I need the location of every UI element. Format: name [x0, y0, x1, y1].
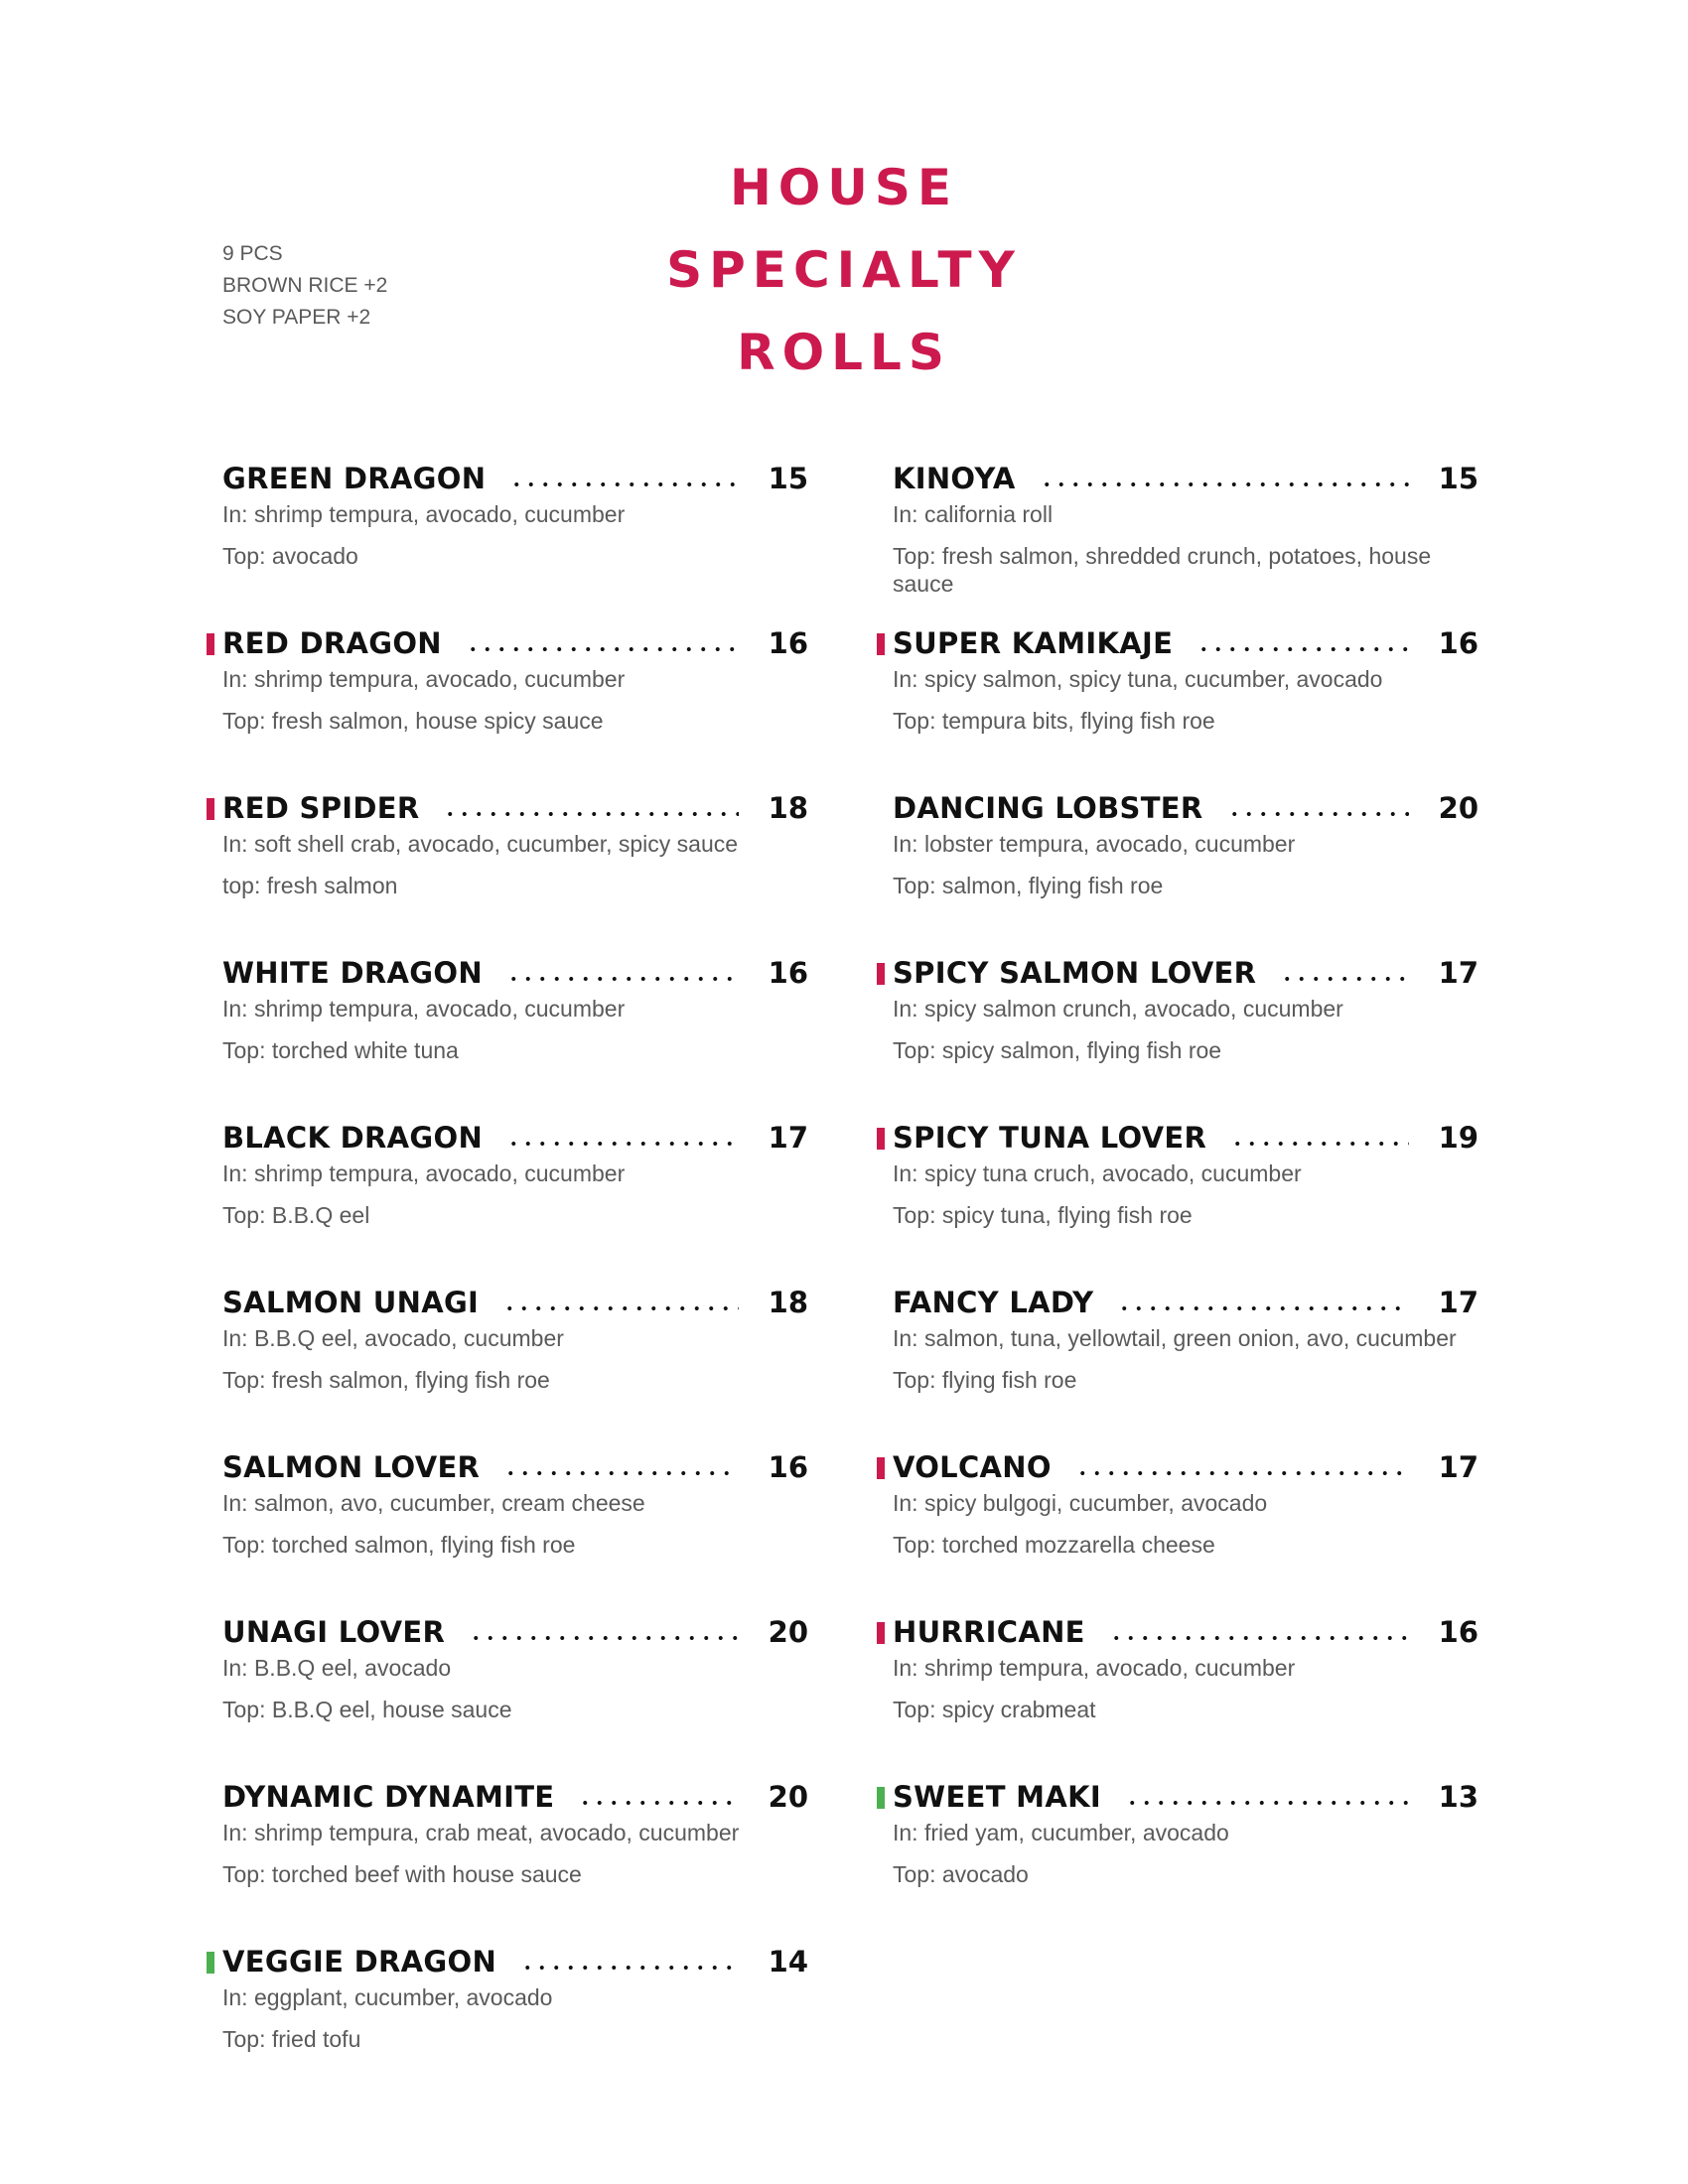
- title-line-2: SPECIALTY: [666, 241, 1022, 299]
- menu-item-header: [893, 1118, 1478, 1158]
- menu-item: [893, 1118, 1478, 1283]
- menu-item-topping: Top: B.B.Q eel: [222, 1202, 370, 1228]
- menu-item-ingredients: In: shrimp tempura, avocado, cucumber: [893, 1655, 1296, 1681]
- menu-item-price: 15: [768, 462, 808, 495]
- menu-item-ingredients: In: eggplant, cucumber, avocado: [222, 1984, 553, 2010]
- menu-item-price: 16: [1438, 1615, 1478, 1649]
- menu-item-header: [222, 953, 808, 993]
- menu-item-name: RED SPIDER: [222, 791, 420, 825]
- menu-item-price: 19: [1438, 1121, 1478, 1155]
- menu-item-ingredients: In: shrimp tempura, avocado, cucumber: [222, 501, 626, 527]
- menu-item-price: 17: [768, 1121, 808, 1155]
- menu-item-name: HURRICANE: [893, 1615, 1085, 1649]
- dot-leader: [506, 977, 739, 981]
- menu-item-name: DYNAMIC DYNAMITE: [222, 1780, 555, 1814]
- menu-item: [222, 1283, 808, 1447]
- menu-item: [222, 1777, 808, 1942]
- menu-item-ingredients: In: shrimp tempura, crab meat, avocado, cucumber: [222, 1820, 740, 1845]
- menu-item: [222, 1942, 808, 2107]
- menu-item-header: [893, 788, 1478, 828]
- menu-item: [222, 459, 808, 623]
- menu-item-topping: Top: torched beef with house sauce: [222, 1861, 582, 1887]
- menu-item-name: RED DRAGON: [222, 626, 442, 660]
- spicy-marker: [877, 963, 885, 985]
- menu-item-topping: Top: fried tofu: [222, 2026, 361, 2052]
- menu-item-ingredients: In: california roll: [893, 501, 1054, 527]
- menu-item-header: [222, 1612, 808, 1652]
- menu-item-topping: Top: spicy crabmeat: [893, 1697, 1096, 1722]
- menu-item-header: [893, 953, 1478, 993]
- dot-leader: [1125, 1801, 1409, 1805]
- menu-item-name: GREEN DRAGON: [222, 462, 487, 495]
- menu-item-price: 15: [1438, 462, 1478, 495]
- dot-leader: [520, 1966, 739, 1970]
- menu-item-price: 20: [768, 1780, 808, 1814]
- menu-item-name: FANCY LADY: [893, 1286, 1094, 1319]
- menu-item-header: [222, 623, 808, 663]
- menu-item-price: 16: [768, 626, 808, 660]
- menu-item-ingredients: In: shrimp tempura, avocado, cucumber: [222, 1160, 626, 1186]
- menu-item-header: [893, 459, 1478, 498]
- dot-leader: [509, 482, 738, 486]
- spicy-marker: [207, 633, 214, 655]
- dot-leader: [1109, 1636, 1409, 1640]
- menu-item-name: SUPER KAMIKAJE: [893, 626, 1174, 660]
- menu-item-name: SALMON UNAGI: [222, 1286, 480, 1319]
- left-menu-column: [222, 459, 808, 2107]
- vegetarian-marker: [207, 1952, 214, 1974]
- menu-item-topping: top: fresh salmon: [222, 873, 398, 898]
- menu-item-ingredients: In: fried yam, cucumber, avocado: [893, 1820, 1229, 1845]
- dot-leader: [1117, 1306, 1408, 1310]
- dot-leader: [1227, 812, 1409, 816]
- menu-item-name: SWEET MAKI: [893, 1780, 1101, 1814]
- menu-item-header: [222, 1283, 808, 1322]
- menu-item-header: [222, 459, 808, 498]
- menu-item-price: 13: [1438, 1780, 1478, 1814]
- menu-item-price: 14: [768, 1945, 808, 1979]
- menu-item-ingredients: In: shrimp tempura, avocado, cucumber: [222, 996, 626, 1022]
- right-menu-column: [893, 459, 1478, 1942]
- menu-item: [893, 953, 1478, 1118]
- dot-leader: [1196, 647, 1408, 651]
- menu-item-header: [222, 788, 808, 828]
- dot-leader: [466, 647, 739, 651]
- menu-item-ingredients: In: shrimp tempura, avocado, cucumber: [222, 666, 626, 692]
- menu-item-ingredients: In: spicy tuna cruch, avocado, cucumber: [893, 1160, 1302, 1186]
- menu-item-ingredients: In: spicy bulgogi, cucumber, avocado: [893, 1490, 1268, 1516]
- menu-item: [222, 953, 808, 1118]
- menu-item-name: DANCING LOBSTER: [893, 791, 1203, 825]
- menu-item-topping: Top: fresh salmon, shredded crunch, potatoes, house sauce: [893, 543, 1432, 597]
- spicy-marker: [877, 633, 885, 655]
- menu-item: [222, 1447, 808, 1612]
- spicy-marker: [877, 1622, 885, 1644]
- spicy-marker: [207, 798, 214, 820]
- menu-item: [893, 1777, 1478, 1942]
- menu-item-ingredients: In: salmon, avo, cucumber, cream cheese: [222, 1490, 645, 1516]
- size-options-note: [222, 238, 387, 334]
- menu-item: [893, 459, 1478, 623]
- menu-item-header: [893, 1447, 1478, 1487]
- menu-item-name: SPICY SALMON LOVER: [893, 956, 1257, 990]
- menu-item: [222, 1612, 808, 1777]
- menu-item-price: 18: [768, 1286, 808, 1319]
- dot-leader: [469, 1636, 738, 1640]
- menu-item-topping: Top: salmon, flying fish roe: [893, 873, 1164, 898]
- menu-item-price: 20: [1438, 791, 1478, 825]
- menu-item-header: [893, 623, 1478, 663]
- dot-leader: [506, 1142, 739, 1146]
- menu-item-name: SALMON LOVER: [222, 1450, 481, 1484]
- menu-item-price: 16: [1438, 626, 1478, 660]
- menu-item-topping: Top: avocado: [893, 1861, 1029, 1887]
- menu-item-name: BLACK DRAGON: [222, 1121, 484, 1155]
- menu-item-ingredients: In: spicy salmon crunch, avocado, cucumber: [893, 996, 1343, 1022]
- menu-item-price: 17: [1438, 1286, 1478, 1319]
- menu-item-header: [893, 1283, 1478, 1322]
- menu-item-topping: Top: avocado: [222, 543, 358, 569]
- menu-item-name: KINOYA: [893, 462, 1016, 495]
- dot-leader: [1230, 1142, 1408, 1146]
- menu-item-ingredients: In: lobster tempura, avocado, cucumber: [893, 831, 1296, 857]
- menu-item-header: [893, 1612, 1478, 1652]
- menu-item-ingredients: In: B.B.Q eel, avocado, cucumber: [222, 1325, 564, 1351]
- menu-item-price: 17: [1438, 1450, 1478, 1484]
- menu-item: [893, 1612, 1478, 1777]
- spicy-marker: [877, 1128, 885, 1150]
- dot-leader: [503, 1471, 738, 1475]
- note-pieces: 9 PCS: [222, 242, 283, 265]
- menu-item-price: 20: [768, 1615, 808, 1649]
- dot-leader: [1280, 977, 1408, 981]
- menu-item-name: SPICY TUNA LOVER: [893, 1121, 1207, 1155]
- menu-item-topping: Top: torched mozzarella cheese: [893, 1532, 1215, 1558]
- spicy-marker: [877, 1457, 885, 1479]
- menu-item-topping: Top: flying fish roe: [893, 1367, 1077, 1393]
- menu-item: [893, 788, 1478, 953]
- menu-item-topping: Top: torched salmon, flying fish roe: [222, 1532, 576, 1558]
- menu-item-topping: Top: fresh salmon, flying fish roe: [222, 1367, 550, 1393]
- menu-item-topping: Top: spicy salmon, flying fish roe: [893, 1037, 1222, 1063]
- note-brown-rice: BROWN RICE +2: [222, 274, 388, 297]
- dot-leader: [578, 1801, 738, 1805]
- menu-item-ingredients: In: B.B.Q eel, avocado: [222, 1655, 452, 1681]
- menu-item-ingredients: In: salmon, tuna, yellowtail, green onion, avo, cucumber: [893, 1325, 1457, 1351]
- vegetarian-marker: [877, 1787, 885, 1809]
- menu-item-topping: Top: B.B.Q eel, house sauce: [222, 1697, 512, 1722]
- menu-item-header: [222, 1118, 808, 1158]
- menu-item-price: 18: [768, 791, 808, 825]
- menu-item: [222, 1118, 808, 1283]
- dot-leader: [502, 1306, 738, 1310]
- menu-item-header: [893, 1777, 1478, 1817]
- title-line-3: ROLLS: [737, 324, 951, 381]
- menu-item-price: 16: [768, 1450, 808, 1484]
- menu-item-topping: Top: torched white tuna: [222, 1037, 459, 1063]
- menu-item: [222, 788, 808, 953]
- note-soy-paper: SOY PAPER +2: [222, 306, 371, 329]
- menu-item-name: VEGGIE DRAGON: [222, 1945, 497, 1979]
- dot-leader: [1040, 482, 1409, 486]
- menu-item: [893, 1447, 1478, 1612]
- menu-item-topping: Top: fresh salmon, house spicy sauce: [222, 708, 604, 734]
- menu-item-price: 17: [1438, 956, 1478, 990]
- title-line-1: HOUSE: [729, 159, 959, 216]
- menu-item-topping: Top: spicy tuna, flying fish roe: [893, 1202, 1193, 1228]
- menu-item: [893, 1283, 1478, 1447]
- menu-item-header: [222, 1447, 808, 1487]
- menu-item-price: 16: [768, 956, 808, 990]
- menu-item-ingredients: In: spicy salmon, spicy tuna, cucumber, avocado: [893, 666, 1383, 692]
- dot-leader: [443, 812, 738, 816]
- menu-item-header: [222, 1942, 808, 1981]
- menu-item-ingredients: In: soft shell crab, avocado, cucumber, spicy sauce: [222, 831, 739, 857]
- menu-item: [893, 623, 1478, 788]
- page-title: [596, 147, 1092, 394]
- menu-item-name: UNAGI LOVER: [222, 1615, 446, 1649]
- menu-item: [222, 623, 808, 788]
- menu-item-header: [222, 1777, 808, 1817]
- menu-item-name: WHITE DRAGON: [222, 956, 483, 990]
- menu-item-name: VOLCANO: [893, 1450, 1052, 1484]
- menu-item-topping: Top: tempura bits, flying fish roe: [893, 708, 1215, 734]
- dot-leader: [1075, 1471, 1409, 1475]
